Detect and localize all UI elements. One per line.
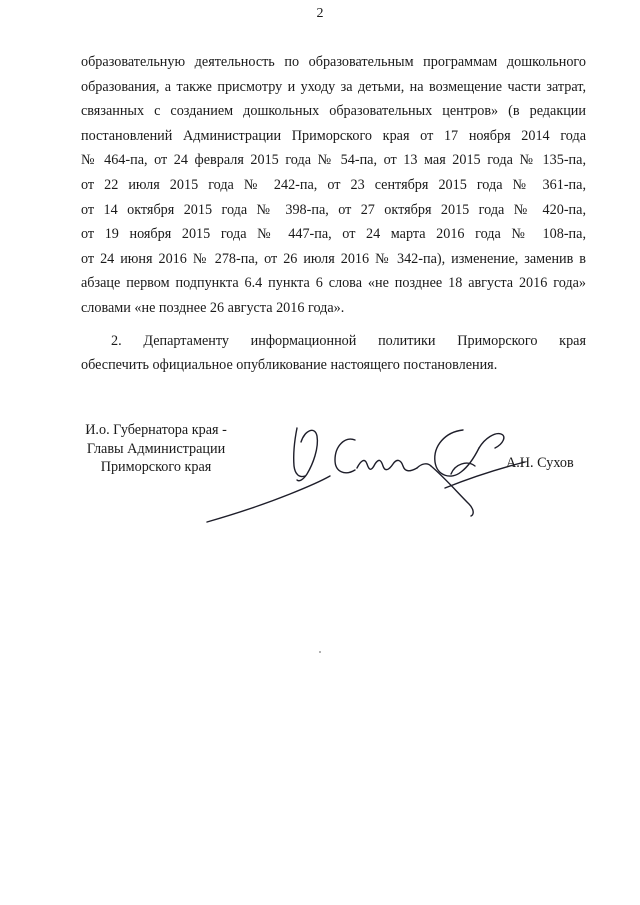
text-line: обеспечить официальное опубликование настоящего постановления. (81, 357, 498, 374)
paragraph-gap (81, 321, 586, 329)
scan-speck (319, 651, 321, 653)
text-line: связанных с созданием дошкольных образовательных центров» (в редакции (81, 103, 586, 120)
text-line: от 19 ноября 2015 года № 447-па, от 24 марта 2016 года № 108-па, (81, 226, 586, 243)
text-line: 2. Департаменту информационной политики Приморского края (111, 332, 586, 349)
handwritten-signature (205, 418, 535, 528)
signatory-title-line: И.о. Губернатора края - (85, 422, 227, 438)
page-number: 2 (316, 6, 324, 21)
text-line: от 14 октября 2015 года № 398-па, от 27 октября 2015 года № 420-па, (81, 201, 586, 218)
paragraph-2 (81, 329, 586, 378)
signatory-name: А.Н. Сухов (506, 455, 574, 471)
text-line: от 22 июля 2015 года № 242-па, от 23 сентября 2015 года № 361-па, (81, 176, 586, 193)
signatory-title-line: Приморского края (100, 459, 212, 475)
text-line: абзаце первом подпункта 6.4 пункта 6 слова «не позднее 18 августа 2016 года» (81, 275, 586, 292)
text-line: от 24 июня 2016 № 278-па, от 26 июля 2016 № 342-па), изменение, заменив в (81, 250, 586, 267)
signature-block (0, 418, 640, 528)
text-line: № 464-па, от 24 февраля 2015 года № 54-па, от 13 мая 2015 года № 135-па, (81, 152, 586, 169)
paragraph-1 (81, 50, 586, 321)
text-line: постановлений Администрации Приморского края от 17 ноября 2014 года (81, 127, 586, 144)
signatory-title-line: Главы Администрации (86, 440, 226, 457)
text-line: образовательную деятельность по образовательным программам дошкольного (81, 54, 586, 70)
document-body (81, 50, 586, 378)
text-line: образования, а также присмотру и уходу за детьми, на возмещение части затрат, (81, 78, 586, 95)
text-line: словами «не позднее 26 августа 2016 года». (81, 299, 345, 316)
